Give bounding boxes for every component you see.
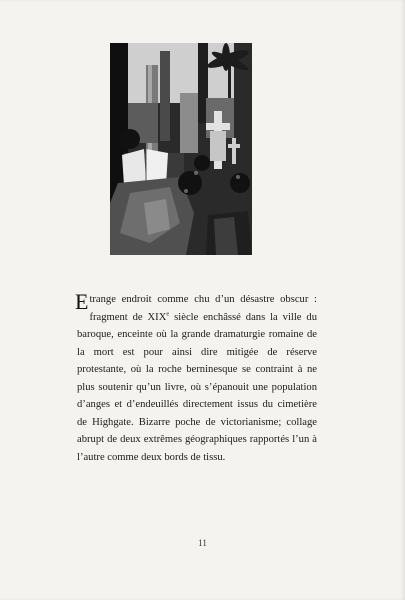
drop-cap: E [75, 289, 89, 314]
century-numeral: XIX [147, 311, 167, 323]
cemetery-photo [110, 43, 252, 255]
century-superscript: e [166, 309, 170, 317]
paragraph-text-part1: trange endroit comme chu d’un désastre obscur : fragment de [89, 294, 317, 323]
paragraph-text-part2: siècle enchâssé dans la ville du baroque, enceinte où la grande dramaturgie romaine de la mort est pour ainsi dire mitigée de réserve protestante, où la roche berninesque se contraint à ne plus soutenir qu’un livre, où s’épanouit une population d’anges et d’endeuillés directement issus du cimetière de Highgate. Bizarre poche de victorianisme; collage abrupt de deux extrêmes géographiques rapportés l’un à l’autre comme deux bords de tissu. [77, 311, 317, 463]
page-number: 11 [198, 538, 207, 548]
body-paragraph [77, 291, 317, 466]
